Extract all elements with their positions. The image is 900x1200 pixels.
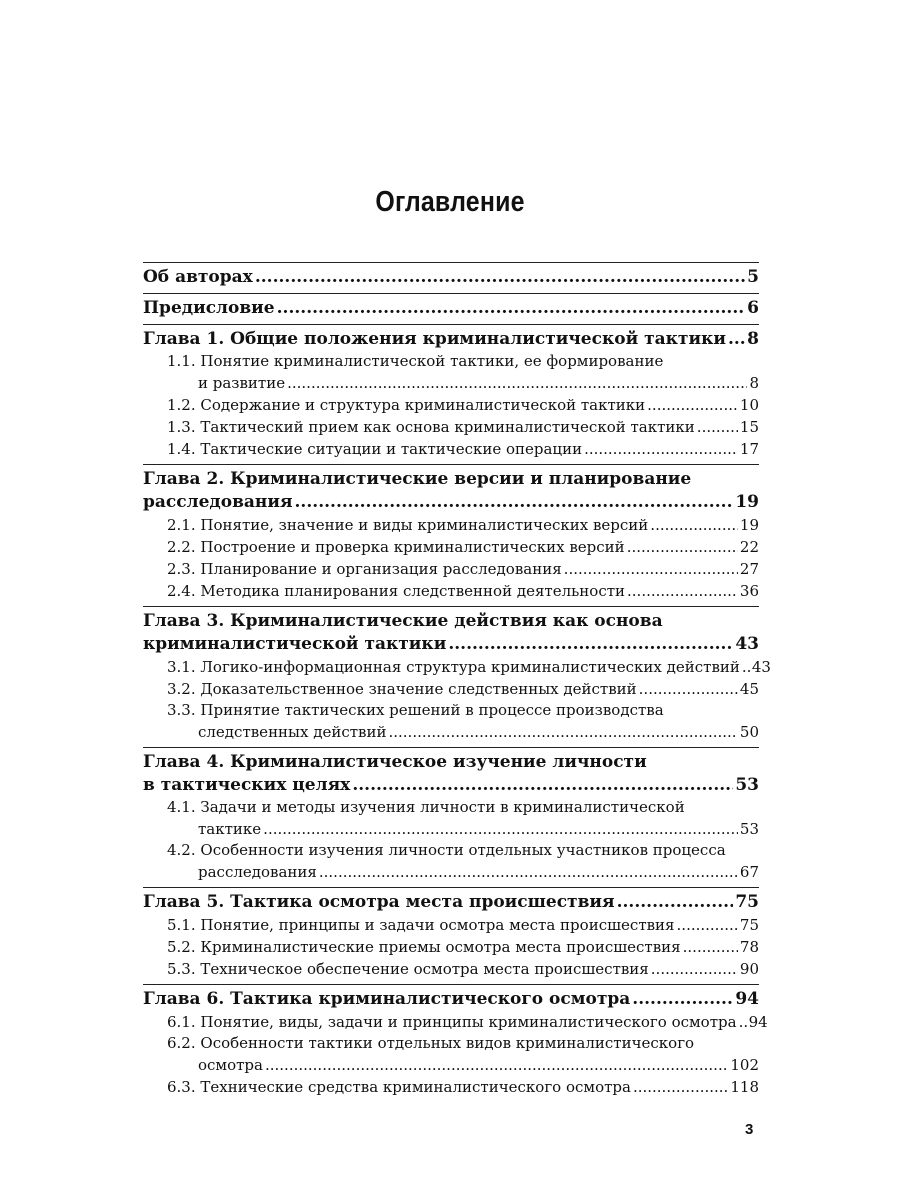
section-page: 45	[739, 680, 759, 698]
section-4-1[interactable]	[143, 797, 759, 840]
section-title-cont	[167, 1054, 759, 1076]
leader-dots	[651, 958, 738, 980]
leader-dots	[388, 721, 737, 743]
chapter-heading[interactable]	[143, 891, 759, 914]
toc-chapter-6	[143, 984, 768, 1102]
chapter-title: криминалистической тактики	[143, 634, 447, 654]
toc-chapter-5	[143, 887, 759, 984]
section-title-line: 4.2. Особенности изучения личности отдельных участников процесса	[167, 841, 726, 859]
chapter-heading[interactable]	[143, 633, 759, 656]
section-2-3[interactable]	[143, 558, 759, 580]
chapter-page: 8	[747, 329, 759, 349]
section-title: тактике	[198, 820, 262, 838]
section-title: 2.1. Понятие, значение и виды криминалистических версий	[167, 516, 649, 534]
section-page: 27	[739, 560, 759, 578]
section-page: 10	[739, 396, 759, 414]
section-1-4[interactable]	[143, 438, 759, 460]
chapter-title: в тактических целях	[143, 775, 351, 795]
section-page: 75	[739, 916, 759, 934]
chapter-page: 94	[735, 989, 759, 1009]
chapter-title: Глава 6. Тактика криминалистического осмотра	[143, 989, 631, 1009]
section-6-1[interactable]	[143, 1011, 768, 1033]
leader-dots	[677, 914, 738, 936]
chapter-heading[interactable]	[143, 774, 759, 797]
section-title: 3.1. Логико-информационная структура криминалистических действий	[167, 658, 740, 676]
toc-chapter-1	[143, 324, 759, 464]
toc-chapter-4	[143, 747, 759, 887]
section-title: следственных действий	[198, 723, 387, 741]
chapter-title-line: Глава 3. Криминалистические действия как основа	[143, 611, 663, 631]
section-title: 5.3. Техническое обеспечение осмотра места происшествия	[167, 960, 649, 978]
section-page: 78	[739, 938, 759, 956]
section-title: 3.2. Доказательственное значение следственных действий	[167, 680, 637, 698]
section-entry	[167, 914, 759, 936]
section-title: 5.1. Понятие, принципы и задачи осмотра места происшествия	[167, 916, 675, 934]
section-entry	[167, 1011, 768, 1033]
section-entry	[167, 558, 759, 580]
chapter-title: Глава 5. Тактика осмотра места происшествия	[143, 892, 615, 912]
toc-entry-page: 6	[747, 298, 759, 318]
leader-dots	[584, 438, 738, 460]
section-title-line: 4.1. Задачи и методы изучения личности в криминалистической	[167, 798, 685, 816]
section-entry	[167, 416, 759, 438]
leader-dots	[277, 297, 746, 320]
chapter-page: 19	[735, 492, 759, 512]
section-6-3[interactable]	[143, 1076, 759, 1098]
section-title: и развитие	[198, 374, 286, 392]
leader-dots	[632, 988, 733, 1011]
leader-dots	[739, 1011, 747, 1033]
section-entry	[167, 936, 759, 958]
section-2-4[interactable]	[143, 580, 759, 602]
section-page: 15	[739, 418, 759, 436]
leader-dots	[633, 1076, 728, 1098]
section-entry	[167, 656, 771, 678]
section-5-2[interactable]	[143, 936, 759, 958]
toc-entry-title: Об авторах	[143, 267, 253, 287]
section-page: 22	[739, 538, 759, 556]
section-title: 5.2. Криминалистические приемы осмотра места происшествия	[167, 938, 681, 956]
section-title: 6.1. Понятие, виды, задачи и принципы криминалистического осмотра	[167, 1013, 737, 1031]
toc-entry-title: Предисловие	[143, 298, 275, 318]
chapter-heading[interactable]	[143, 491, 759, 514]
section-3-3[interactable]	[143, 700, 759, 743]
toc-entry-page: 5	[747, 267, 759, 287]
section-entry	[167, 438, 759, 460]
toc-front-block	[143, 293, 759, 324]
section-5-3[interactable]	[143, 958, 759, 980]
leader-dots	[295, 491, 734, 514]
section-title: расследования	[198, 863, 317, 881]
section-5-1[interactable]	[143, 914, 759, 936]
section-1-3[interactable]	[143, 416, 759, 438]
leader-dots	[564, 558, 738, 580]
leader-dots	[683, 936, 738, 958]
chapter-heading[interactable]	[143, 328, 759, 351]
section-title: 2.2. Построение и проверка криминалистических версий	[167, 538, 625, 556]
chapter-title: расследования	[143, 492, 293, 512]
leader-dots	[647, 394, 738, 416]
section-1-1[interactable]	[143, 351, 759, 394]
toc-entry-preface[interactable]	[143, 297, 759, 320]
section-page: 67	[739, 863, 759, 881]
section-title-cont	[167, 721, 759, 743]
leader-dots	[617, 891, 734, 914]
section-6-2[interactable]	[143, 1033, 759, 1076]
section-title: осмотра	[198, 1056, 263, 1074]
section-entry	[167, 580, 759, 602]
leader-dots	[697, 416, 738, 438]
toc-chapter-3	[143, 606, 771, 747]
chapter-title-line: Глава 4. Криминалистическое изучение личности	[143, 752, 647, 772]
section-2-2[interactable]	[143, 536, 759, 558]
section-entry	[167, 514, 759, 536]
leader-dots	[255, 266, 745, 289]
section-title-line: 3.3. Принятие тактических решений в процессе производства	[167, 701, 664, 719]
section-entry	[167, 678, 759, 700]
section-4-2[interactable]	[143, 840, 759, 883]
section-title-cont	[167, 372, 759, 394]
section-title-cont	[167, 861, 759, 883]
section-page: 36	[739, 582, 759, 600]
leader-dots	[627, 536, 738, 558]
leader-dots	[627, 580, 738, 602]
chapter-page: 75	[735, 892, 759, 912]
section-page: 53	[739, 820, 759, 838]
section-title-line: 1.1. Понятие криминалистической тактики, ее формирование	[167, 352, 664, 370]
section-page: 102	[730, 1056, 759, 1074]
leader-dots	[263, 818, 738, 840]
chapter-title: Глава 1. Общие положения криминалистической тактики	[143, 329, 726, 349]
section-3-1[interactable]	[143, 656, 771, 678]
section-title: 2.3. Планирование и организация расследования	[167, 560, 562, 578]
chapter-title-line: Глава 2. Криминалистические версии и планирование	[143, 469, 692, 489]
page-number: 3	[745, 1121, 754, 1138]
section-1-2[interactable]	[143, 394, 759, 416]
section-page: 90	[739, 960, 759, 978]
chapter-page: 43	[735, 634, 759, 654]
toc-chapter-2	[143, 464, 759, 606]
section-entry	[167, 536, 759, 558]
section-page: 94	[748, 1013, 768, 1031]
chapter-page: 53	[735, 775, 759, 795]
leader-dots	[728, 328, 745, 351]
section-page: 50	[739, 723, 759, 741]
leader-dots	[639, 678, 738, 700]
page-title: Оглавление	[375, 186, 525, 218]
leader-dots	[448, 633, 733, 656]
table-of-contents	[143, 262, 771, 1102]
section-title-cont	[167, 818, 759, 840]
section-title-line: 6.2. Особенности тактики отдельных видов криминалистического	[167, 1034, 695, 1052]
leader-dots	[650, 514, 738, 536]
section-entry	[167, 958, 759, 980]
section-title: 1.4. Тактические ситуации и тактические операции	[167, 440, 583, 458]
leader-dots	[265, 1054, 728, 1076]
section-entry	[167, 394, 759, 416]
leader-dots	[287, 372, 747, 394]
leader-dots	[742, 656, 750, 678]
chapter-heading[interactable]	[143, 988, 759, 1011]
section-title: 2.4. Методика планирования следственной деятельности	[167, 582, 626, 600]
leader-dots	[319, 861, 738, 883]
section-2-1[interactable]	[143, 514, 759, 536]
section-entry	[167, 1076, 759, 1098]
section-page: 17	[739, 440, 759, 458]
toc-front-block	[143, 262, 759, 293]
section-title: 1.2. Содержание и структура криминалистической тактики	[167, 396, 646, 414]
toc-entry-about-authors[interactable]	[143, 266, 759, 289]
section-page: 8	[749, 374, 759, 392]
section-title: 1.3. Тактический прием как основа криминалистической тактики	[167, 418, 695, 436]
section-title: 6.3. Технические средства криминалистического осмотра	[167, 1078, 631, 1096]
section-page: 43	[751, 658, 771, 676]
section-page: 118	[730, 1078, 759, 1096]
section-3-2[interactable]	[143, 678, 759, 700]
section-page: 19	[739, 516, 759, 534]
leader-dots	[352, 774, 733, 797]
